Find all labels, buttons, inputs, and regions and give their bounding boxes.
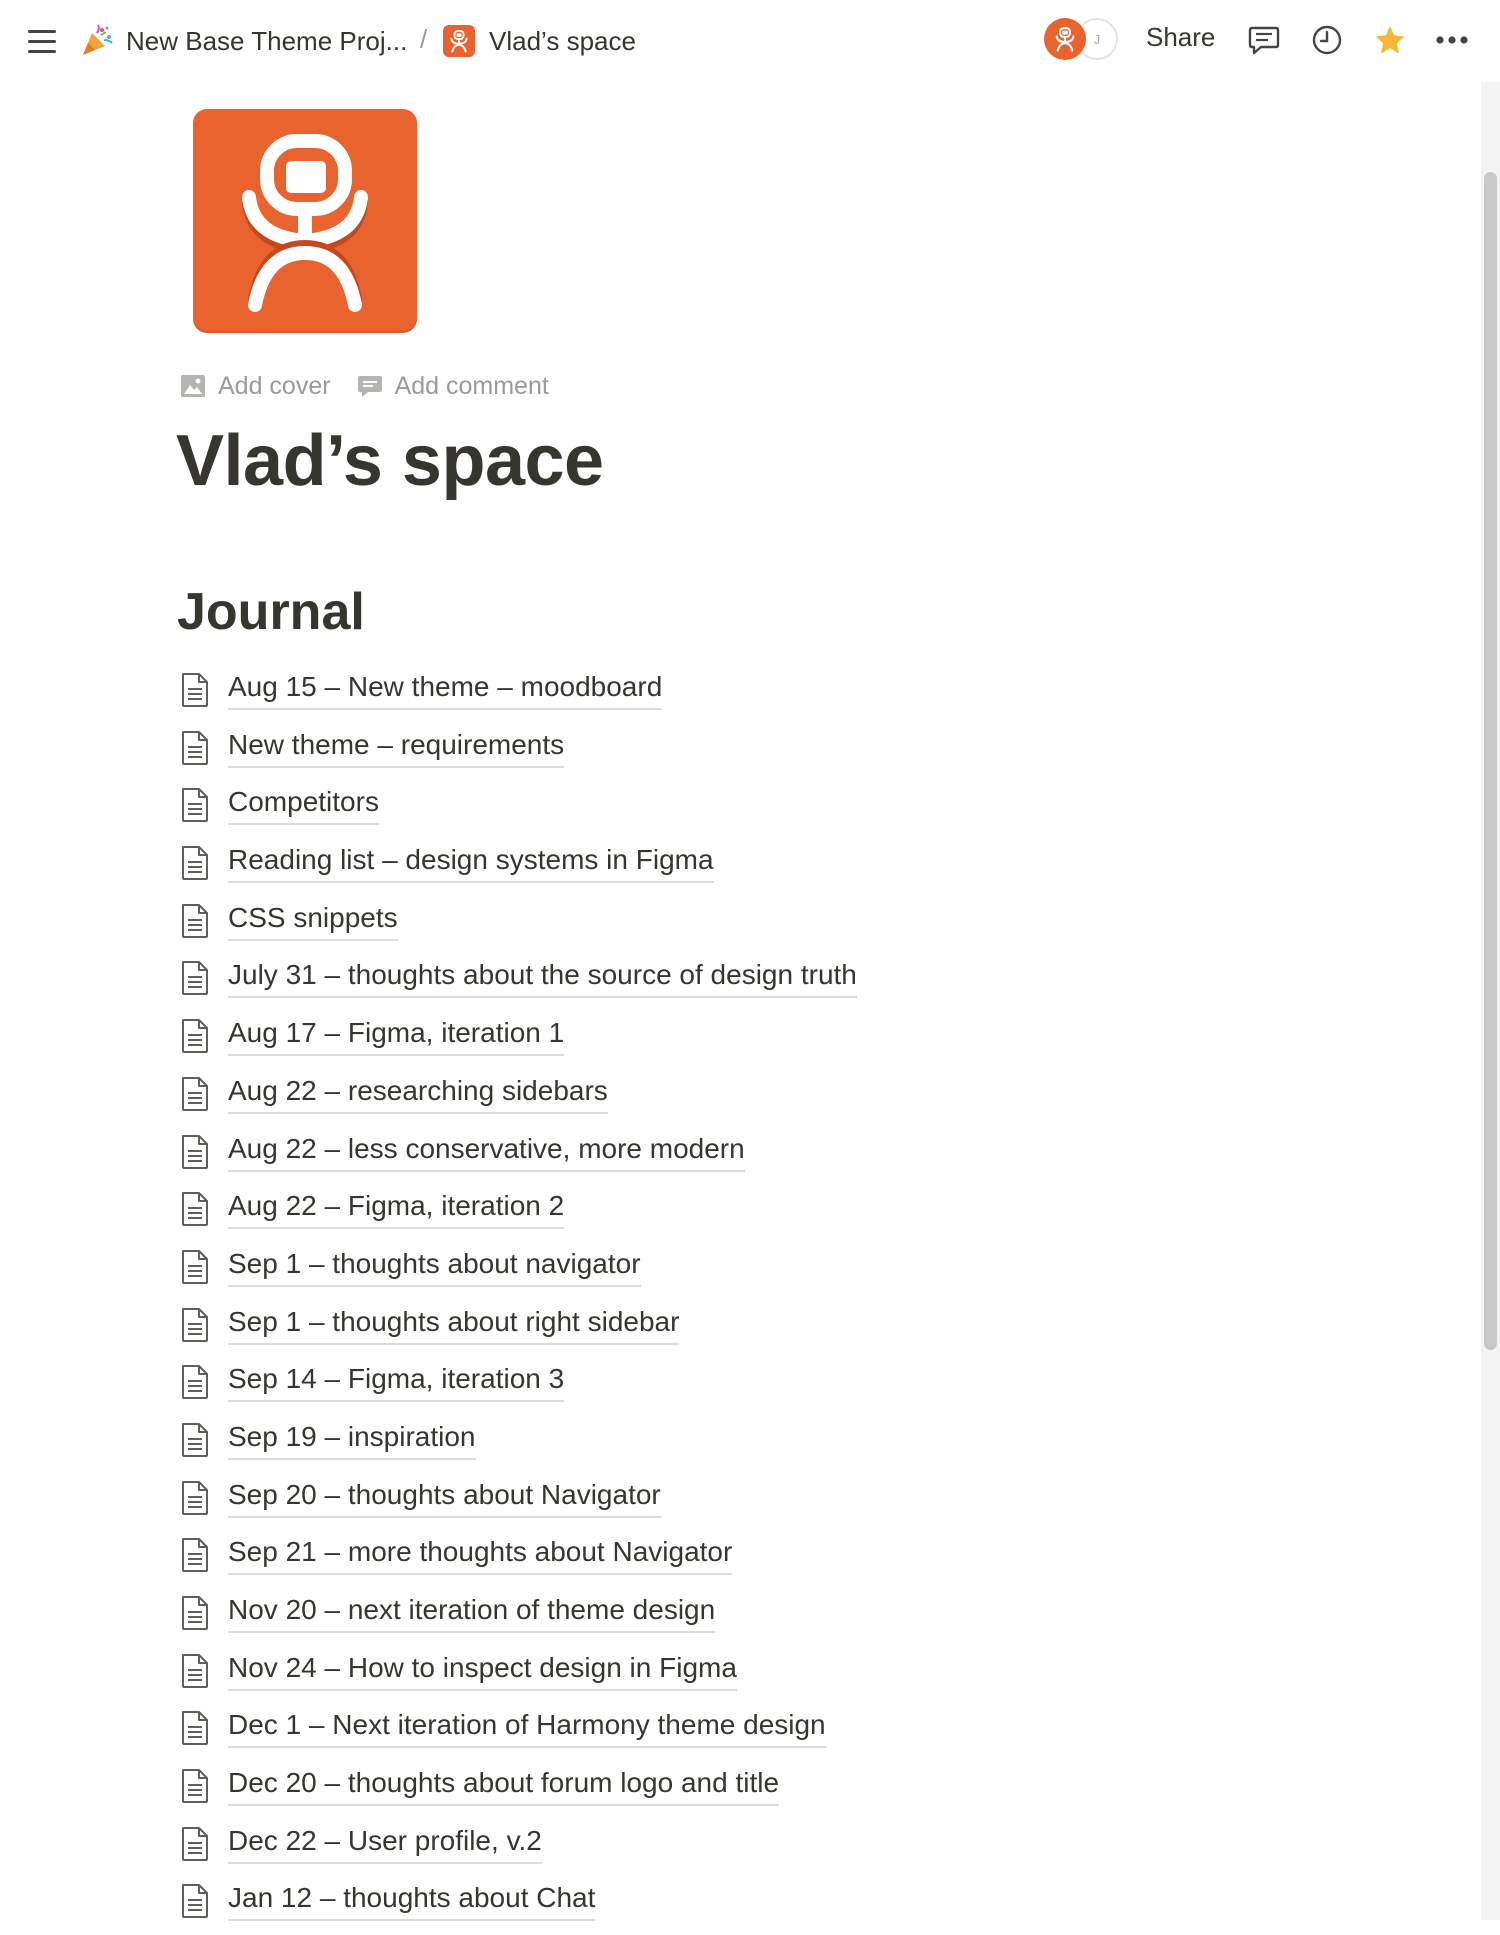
document-icon [180,1826,212,1862]
list-item[interactable] [180,724,857,782]
scrollbar-thumb[interactable] [1484,172,1497,1350]
party-popper-icon [80,24,114,58]
list-item[interactable] [180,1589,857,1647]
document-icon [180,960,212,996]
list-item[interactable] [180,1762,857,1820]
document-icon [180,845,212,881]
comment-icon [357,373,383,399]
list-item[interactable] [180,1070,857,1128]
document-icon [180,1480,212,1516]
list-item[interactable] [180,1647,857,1705]
page-link[interactable]: Sep 1 – thoughts about navigator [228,1243,641,1287]
breadcrumb-label: Vlad’s space [489,25,636,56]
list-item[interactable] [180,1416,857,1474]
clock-icon[interactable] [1307,20,1347,60]
page-link[interactable]: Jan 12 – thoughts about Chat [228,1877,595,1921]
list-item[interactable] [180,954,857,1012]
add-comment-label: Add comment [394,371,549,400]
top-bar [0,0,1500,82]
list-item[interactable] [180,666,857,724]
page-link[interactable]: Sep 1 – thoughts about right sidebar [228,1301,679,1345]
page-link[interactable]: Dec 1 – Next iteration of Harmony theme design [228,1704,826,1748]
vlad-logo-icon [443,25,475,57]
document-icon [180,903,212,939]
list-item[interactable] [180,1128,857,1186]
document-icon [180,787,212,823]
document-icon [180,1883,212,1919]
collaborator-avatars [1044,18,1124,62]
list-item[interactable] [180,1243,857,1301]
star-icon[interactable] [1370,20,1410,60]
avatar[interactable] [1044,18,1086,60]
list-item[interactable] [180,781,857,839]
page-link[interactable]: Nov 24 – How to inspect design in Figma [228,1647,737,1691]
page-link[interactable]: Sep 14 – Figma, iteration 3 [228,1358,564,1402]
journal-list [180,666,857,1935]
document-icon [180,1537,212,1573]
breadcrumb-label: New Base Theme Proj... [126,25,408,56]
document-icon [180,1768,212,1804]
document-icon [180,1710,212,1746]
vlad-logo-icon [193,109,417,333]
section-heading[interactable]: Journal [177,583,365,641]
image-icon [180,373,206,399]
list-item[interactable] [180,1012,857,1070]
document-icon [180,1653,212,1689]
comment-icon[interactable] [1244,20,1284,60]
list-item[interactable] [180,1531,857,1589]
breadcrumb-current[interactable] [443,20,636,62]
document-icon [180,1422,212,1458]
list-item[interactable] [180,1474,857,1532]
menu-icon[interactable] [28,28,58,54]
document-icon [180,1249,212,1285]
document-icon [180,1307,212,1343]
page-link[interactable]: CSS snippets [228,897,398,941]
page-link[interactable]: Sep 21 – more thoughts about Navigator [228,1531,732,1575]
document-icon [180,1364,212,1400]
page-actions [180,366,575,406]
page-link[interactable]: Aug 17 – Figma, iteration 1 [228,1012,564,1056]
page-link[interactable]: New theme – requirements [228,724,564,768]
avatar-initial: J [1093,31,1101,47]
page-link[interactable]: Sep 19 – inspiration [228,1416,476,1460]
list-item[interactable] [180,1820,857,1878]
page-icon[interactable] [193,109,417,333]
add-cover-button[interactable] [180,372,331,401]
page-link[interactable]: Dec 20 – thoughts about forum logo and title [228,1762,779,1806]
add-cover-label: Add cover [218,371,331,400]
page-link[interactable]: July 31 – thoughts about the source of design truth [228,954,857,998]
list-item[interactable] [180,897,857,955]
page-link[interactable]: Dec 22 – User profile, v.2 [228,1820,542,1864]
list-item[interactable] [180,839,857,897]
more-icon[interactable] [1432,20,1472,60]
document-icon [180,1076,212,1112]
page-title[interactable]: Vlad’s space [176,421,604,501]
list-item[interactable] [180,1358,857,1416]
document-icon [180,1191,212,1227]
breadcrumb-parent[interactable] [80,20,407,62]
breadcrumb-separator: / [420,24,428,54]
page-link[interactable]: Reading list – design systems in Figma [228,839,714,883]
add-comment-button[interactable] [357,372,549,401]
list-item[interactable] [180,1704,857,1762]
page-link[interactable]: Aug 22 – researching sidebars [228,1070,608,1114]
page-link[interactable]: Aug 22 – less conservative, more modern [228,1128,745,1172]
vlad-logo-icon [1052,26,1078,52]
page-link[interactable]: Aug 15 – New theme – moodboard [228,666,662,710]
document-icon [180,1018,212,1054]
list-item[interactable] [180,1301,857,1359]
document-icon [180,672,212,708]
page-link[interactable]: Competitors [228,781,379,825]
page-link[interactable]: Aug 22 – Figma, iteration 2 [228,1185,564,1229]
list-item[interactable] [180,1877,857,1935]
document-icon [180,1134,212,1170]
list-item[interactable] [180,1185,857,1243]
document-icon [180,730,212,766]
page-link[interactable]: Sep 20 – thoughts about Navigator [228,1474,661,1518]
page-link[interactable]: Nov 20 – next iteration of theme design [228,1589,715,1633]
document-icon [180,1595,212,1631]
share-button[interactable]: Share [1146,22,1216,52]
